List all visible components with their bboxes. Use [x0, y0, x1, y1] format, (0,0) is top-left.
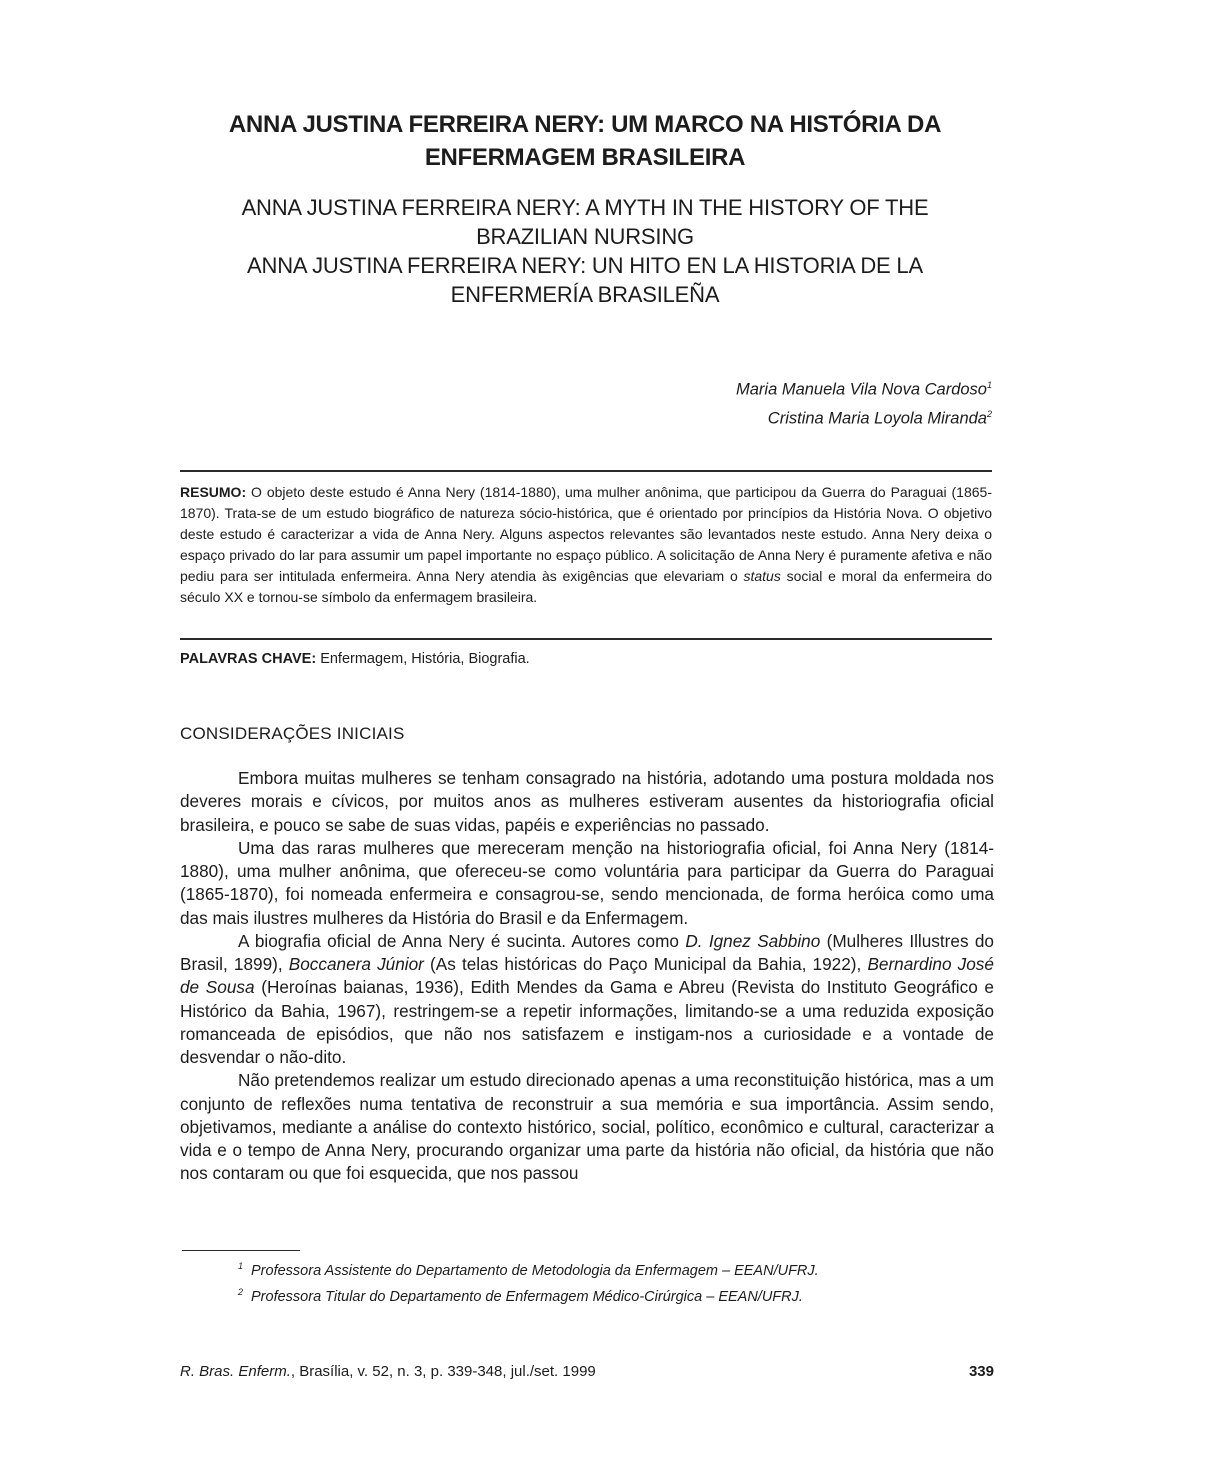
author-2: [736, 402, 992, 431]
footnote-2-text: Professora Titular do Departamento de Enfermagem Médico-Cirúrgica – EEAN/UFRJ.: [251, 1288, 803, 1305]
spanish-title-line-2: ENFERMERÍA BRASILEÑA: [450, 282, 720, 307]
citation-details: , Brasília, v. 52, n. 3, p. 339-348, jul./set. 1999: [290, 1363, 596, 1380]
abstract-top-rule: [180, 470, 992, 472]
title-line-2: ENFERMAGEM BRASILEIRA: [424, 144, 746, 171]
keywords: [180, 649, 530, 669]
alternate-titles: [180, 193, 990, 309]
abstract: [180, 482, 992, 608]
journal-citation: [180, 1362, 596, 1382]
paragraph-4: Não pretendemos realizar um estudo direcionado apenas a uma reconstituição histórica, mas a um conjunto de reflexões numa tentativa de reconstruir a sua memória e sua importância. Assim sendo, objetivamos, mediante a análise do contexto histórico, social, político, econômico e cultural, caracterizar a vida e o tempo de Anna Nery, procurando organizar uma parte da história não oficial, da história que não nos contaram ou que foi esquecida, que nos passou: [180, 1070, 994, 1184]
abstract-bottom-rule: [180, 638, 992, 640]
abstract-text-end: social e moral da enfermeira do século XX e tornou-se símbolo da enfermagem brasileira.: [180, 568, 992, 605]
article-title: [180, 108, 990, 174]
paragraph-1: Embora muitas mulheres se tenham consagrado na história, adotando uma postura moldada nos deveres morais e cívicos, por muitos anos as mulheres estiveram ausentes da historiografia oficial brasileira, e pouco se sabe de suas vidas, papéis e experiências no passado.: [180, 768, 994, 835]
paragraph-3-part-d: (Heroínas baianas, 1936), Edith Mendes da Gama e Abreu (Revista do Instituto Geográfico e Histórico da Bahia, 1967), restringem-se a repetir informações, limitando-se a uma reduzida exposição romanceada de episódios, que não nos satisfazem e instigam-nos a curiosidade e a vontade de desvendar o não-dito.: [180, 977, 994, 1067]
paragraph-3-part-a: A biografia oficial de Anna Nery é sucinta. Autores como: [238, 930, 679, 951]
abstract-text: O objeto deste estudo é Anna Nery (1814-1880), uma mulher anônima, que participou da Guerra do Paraguai (1865-1870). Trata-se de um estudo biográfico de natureza sócio-histórica, que é orientado por princípios da História Nova. O objetivo deste estudo é caracterizar a vida de Anna Nery. Alguns aspectos relevantes são levantados neste estudo. Anna Nery deixa o espaço privado do lar para assumir um papel importante no espaço público. A solicitação de Anna Nery é puramente afetiva e não pediu para ser intitulada enfermeira. Anna Nery atendia às exigências que elevariam o: [180, 484, 992, 584]
paragraph-3-part-b: (Mulheres Illustres do Brasil, 1899),: [180, 930, 994, 974]
footnote-1-text: Professora Assistente do Departamento de Metodologia da Enfermagem – EEAN/UFRJ.: [251, 1262, 819, 1279]
section-heading: CONSIDERAÇÕES INICIAIS: [180, 724, 405, 743]
author-1-footnote-mark: 1: [986, 380, 992, 390]
paragraph-3-author-2: Boccanera Júnior: [288, 954, 424, 974]
author-1-name: Maria Manuela Vila Nova Cardoso: [735, 380, 987, 399]
footnote-2-mark: 2: [238, 1286, 244, 1297]
footnotes: [238, 1256, 819, 1308]
english-title-line-2: BRAZILIAN NURSING: [476, 224, 694, 249]
keywords-label: PALAVRAS CHAVE:: [180, 651, 317, 667]
footnote-1-mark: 1: [238, 1261, 244, 1271]
paragraph-3-part-c: (As telas históricas do Paço Municipal da Bahia, 1922),: [430, 954, 862, 974]
footnote-rule: [182, 1250, 300, 1251]
body-text: [180, 767, 994, 1186]
page-number: 339: [968, 1363, 994, 1380]
paragraph-3-author-3: Bernardino José de Sousa: [180, 954, 994, 998]
author-list: [736, 373, 992, 430]
abstract-label: RESUMO:: [180, 484, 247, 500]
abstract-status-word: status: [743, 568, 781, 584]
spanish-title-line-1: ANNA JUSTINA FERREIRA NERY: UN HITO EN LA HISTORIA DE LA: [247, 253, 923, 278]
title-line-1: ANNA JUSTINA FERREIRA NERY: UM MARCO NA HISTÓRIA DA: [228, 111, 942, 138]
paragraph-3: [180, 930, 994, 1070]
author-2-name: Cristina Maria Loyola Miranda: [767, 409, 987, 427]
author-2-footnote-mark: 2: [986, 408, 992, 419]
footnote-1: [238, 1256, 819, 1282]
english-title-line-1: ANNA JUSTINA FERREIRA NERY: A MYTH IN THE HISTORY OF THE: [241, 195, 929, 220]
footnote-2: [238, 1282, 819, 1308]
journal-name: R. Bras. Enferm.: [180, 1363, 291, 1380]
paragraph-2: Uma das raras mulheres que mereceram menção na historiografia oficial, foi Anna Nery (1814-1880), uma mulher anônima, que ofereceu-se como voluntária para participar da Guerra do Paraguai (1865-1870), foi nomeada enfermeira e consagrou-se, sendo mencionada, de forma heróica como uma das mais ilustres mulheres da História do Brasil e da Enfermagem.: [180, 837, 994, 928]
keywords-text: Enfermagem, História, Biografia.: [320, 651, 530, 667]
author-1: [736, 373, 992, 402]
paragraph-3-author-1: D. Ignez Sabbino: [685, 930, 821, 951]
